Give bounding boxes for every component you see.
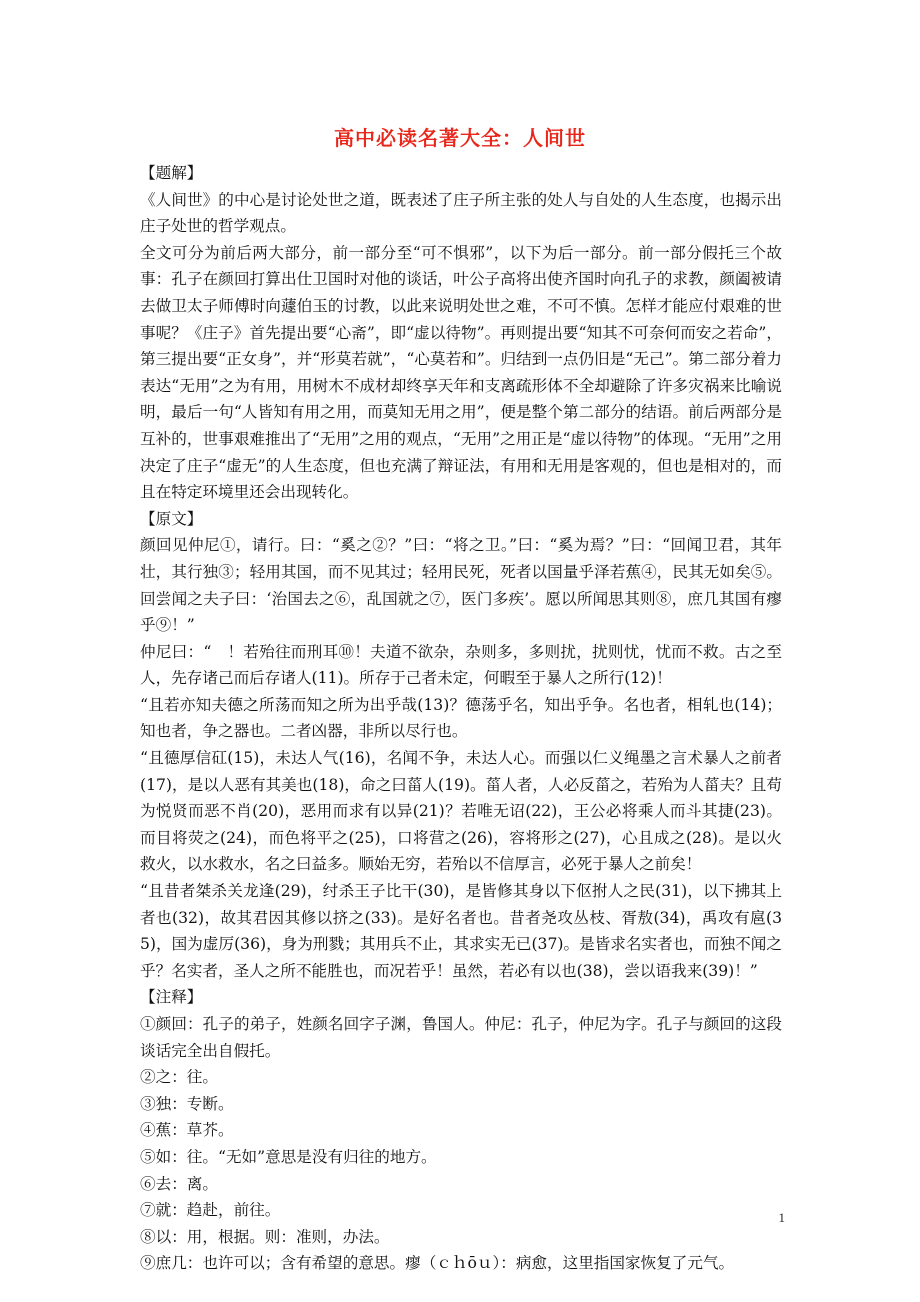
tijie-paragraph-1: 《人间世》的中心是讨论处世之道，既表述了庄子所主张的处人与自处的人生态度，也揭示出庄子处世的哲学观点。 — [140, 190, 782, 236]
yuanwen-paragraph-2: 仲尼曰：“ ！若殆往而刑耳⑩！夫道不欲杂，杂则多，多则扰，扰则忧，忧而不救。古之至人，先存诸己而后存诸人(11)。所存于己者未定，何暇至于暴人之所行(12)！ — [140, 642, 782, 688]
page-number: 1 — [778, 1210, 785, 1225]
note-item-1: ①颜回：孔子的弟子，姓颜名回字子渊，鲁国人。仲尼：孔子，仲尼为字。孔子与颜回的这段谈话完全出自假托。 — [140, 1015, 782, 1060]
yuanwen-paragraph-3: “且若亦知夫德之所荡而知之所为出乎哉(13)？德荡乎名，知出乎争。名也者，相轧也(14)；知也者，争之器也。二者凶器，非所以尽行也。 — [140, 695, 782, 741]
note-item-7: ⑦就：趋赴，前往。 — [140, 1201, 281, 1220]
note-item-5: ⑤如：往。“无如”意思是没有归往的地方。 — [140, 1147, 437, 1166]
section-heading-zhushi: 【注释】 — [140, 988, 203, 1007]
note-item-8: ⑧以：用，根据。则：准则，办法。 — [140, 1227, 390, 1246]
page-title: 高中必读名著大全：人间世 — [334, 126, 586, 150]
note-item-2: ②之：往。 — [140, 1068, 218, 1087]
section-heading-yuanwen: 【原文】 — [140, 509, 203, 528]
yuanwen-paragraph-1: 颜回见仲尼①，请行。曰：“奚之②？”曰：“将之卫。”曰：“奚为焉？”曰：“回闻卫君，其年壮，其行独③；轻用其国，而不见其过；轻用民死，死者以国量乎泽若蕉④，民其无如矣⑤。回尝闻之夫子曰：‘治国去之⑥，乱国就之⑦，医门多疾’。愿以所闻思其则⑧，庶几其国有瘳乎⑨！” — [140, 536, 782, 635]
section-heading-tijie: 【题解】 — [140, 164, 203, 182]
note-item-4: ④蕉：草芥。 — [140, 1121, 234, 1140]
note-item-3: ③独：专断。 — [140, 1094, 234, 1113]
yuanwen-paragraph-5: “且昔者桀杀关龙逢(29)，纣杀王子比干(30)，是皆修其身以下伛拊人之民(31)，以下拂其上者也(32)，故其君因其修以挤之(33)。是好名者也。昔者尧攻丛枝、胥敖(34)，禹攻有扈(35)，国为虚厉(36)，身为刑戮；其用兵不止，其求实无已(37)。是皆求名实者也，而独不闻之乎？名实者，圣人之所不能胜也，而况若乎！虽然，若必有以也(38)，尝以语我来(39)！” — [140, 882, 782, 980]
yuanwen-paragraph-4: “且德厚信矼(15)，未达人气(16)，名闻不争，未达人心。而强以仁义绳墨之言术暴人之前者(17)，是以人恶有其美也(18)，命之曰菑人(19)。菑人者，人必反菑之，若殆为人菑夫？且苟为悦贤而恶不肖(20)，恶用而求有以异(21)？若唯无诏(22)，王公必将乘人而斗其捷(23)。而目将荧之(24)，而色将平之(25)，口将营之(26)，容将形之(27)，心且成之(28)。是以火救火，以水救水，名之曰益多。顺始无穷，若殆以不信厚言，必死于暴人之前矣！ — [140, 749, 782, 874]
note-item-9: ⑨庶几：也许可以；含有希望的意思。瘳（ｃｈōｕ）：病愈，这里指国家恢复了元气。 — [140, 1254, 735, 1273]
tijie-paragraph-2: 全文可分为前后两大部分，前一部分至“可不惧邪”，以下为后一部分。前一部分假托三个故事：孔子在颜回打算出仕卫国时对他的谈话，叶公子高将出使齐国时向孔子的求教，颜阖被请去做卫太子师傅时向蘧伯玉的讨教，以此来说明处世之难，不可不慎。怎样才能应付艰难的世事呢？《庄子》首先提出要“心斋”，即“虚以待物”。再则提出要“知其不可奈何而安之若命”，第三提出要“正女身”，并“形莫若就”，“心莫若和”。归结到一点仍旧是“无己”。第二部分着力表达“无用”之为有用，用树木不成材却终享天年和支离疏形体不全却避除了许多灾祸来比喻说明，最后一句“人皆知有用之用，而莫知无用之用”，便是整个第二部分的结语。前后两部分是互补的，世事艰难推出了“无用”之用的观点，“无用”之用正是“虚以待物”的体现。“无用”之用决定了庄子“虚无”的人生态度，但也充满了辩证法，有用和无用是客观的，但也是相对的，而且在特定环境里还会出现转化。 — [140, 243, 782, 502]
document-body — [140, 160, 782, 1277]
note-item-6: ⑥去：离。 — [140, 1174, 218, 1193]
